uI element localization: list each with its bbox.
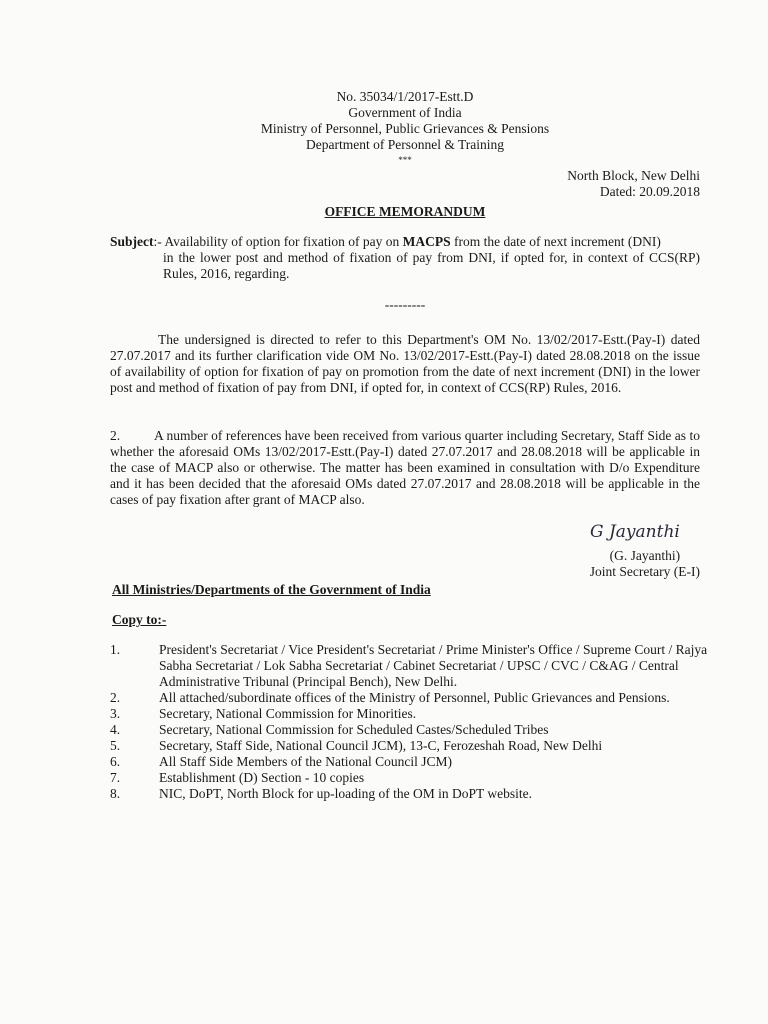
item-number: 4.: [110, 722, 121, 737]
paragraph-2-number: 2.: [110, 428, 121, 443]
item-number: 7.: [110, 770, 121, 785]
department-name: Department of Personnel & Training: [306, 137, 504, 152]
government-name: Government of India: [348, 105, 462, 120]
title-text: OFFICE MEMORANDUM: [324, 204, 486, 219]
paragraph-2: [110, 428, 700, 508]
ministry-name: Ministry of Personnel, Public Grievances & Pensions: [260, 121, 550, 136]
item-text: President's Secretariat / Vice President's Secretariat / Prime Minister's Office / Supreme Court / Rajya Sabha Secretariat / Lok Sabha Secretariat / Cabinet Secretariat / UPSC / CVC / C&AG / Central Administrative Tribunal (Principal Bench), New Delhi.: [159, 642, 708, 689]
list-item: [110, 642, 710, 690]
list-item: [110, 770, 710, 786]
document-title: [110, 204, 700, 220]
paragraph-1: The undersigned is directed to refer to this Department's OM No. 13/02/2017-Estt.(Pay-I) dated 27.07.2017 and its further clarification vide OM No. 13/02/2017-Estt.(Pay-I) dated 28.08.2018 on the issue of availability of option for fixation of pay on promotion from the date of next increment (DNI) in the lower post and method of fixation of pay from DNI, if opted for, in context of CCS(RP) Rules, 2016.: [110, 332, 700, 395]
item-text: All attached/subordinate offices of the Ministry of Personnel, Public Grievances and Pensions.: [159, 690, 670, 705]
list-item: [110, 706, 710, 722]
subject: [110, 234, 700, 282]
subject-continuation: in the lower post and method of fixation of pay from DNI, if opted for, in context of CCS(RP) Rules, 2016, regarding.: [163, 250, 700, 281]
paragraph-2-text: A number of references have been received from various quarter including Secretary, Staff Side as to whether the aforesaid OMs 13/02/2017-Estt.(Pay-I) dated 27.07.2017 and 28.08.2018 will be applicable in the case of MACP also or otherwise. The matter has been examined in consultation with D/o Expenditure and it has been decided that the aforesaid OMs dated 27.07.2017 and 28.08.2018 will be applicable in the cases of pay fixation after grant of MACP also.: [110, 428, 700, 507]
signatory: [590, 548, 700, 580]
subject-text: :- Availability of option for fixation of pay on: [153, 234, 403, 249]
item-number: 1.: [110, 642, 121, 657]
stars-divider: ***: [398, 155, 412, 165]
item-number: 3.: [110, 706, 121, 721]
subject-text-suffix: from the date of next increment (DNI): [450, 234, 661, 249]
addressee: [112, 582, 431, 598]
item-text: Establishment (D) Section - 10 copies: [159, 770, 365, 785]
letterhead: [110, 89, 700, 167]
separator: ---------: [384, 297, 426, 312]
item-number: 6.: [110, 754, 121, 769]
addressee-text: All Ministries/Departments of the Government of India: [112, 582, 431, 597]
signatory-designation: Joint Secretary (E-I): [589, 564, 700, 579]
list-item: [110, 738, 710, 754]
item-text: All Staff Side Members of the National Council JCM): [159, 754, 452, 769]
item-text: NIC, DoPT, North Block for up-loading of the OM in DoPT website.: [159, 786, 532, 801]
file-number: No. 35034/1/2017-Estt.D: [336, 89, 474, 104]
subject-bold: MACPS: [402, 234, 451, 249]
copy-to-text: Copy to:-: [112, 612, 167, 627]
list-item: [110, 786, 710, 802]
date: Dated: 20.09.2018: [599, 184, 700, 199]
item-text: Secretary, National Commission for Minorities.: [159, 706, 417, 721]
place-date: [567, 168, 700, 200]
subject-label: Subject: [110, 234, 154, 249]
item-text: Secretary, Staff Side, National Council JCM), 13-C, Ferozeshah Road, New Delhi: [159, 738, 603, 753]
copy-to-label: [112, 612, 166, 628]
place: North Block, New Delhi: [567, 168, 700, 183]
signatory-name: (G. Jayanthi): [609, 548, 681, 563]
list-item: [110, 754, 710, 770]
copy-to-list: [110, 642, 710, 802]
signature: G Jayanthi: [590, 522, 680, 542]
item-number: 2.: [110, 690, 121, 705]
list-item: [110, 722, 710, 738]
item-number: 8.: [110, 786, 121, 801]
item-text: Secretary, National Commission for Scheduled Castes/Scheduled Tribes: [159, 722, 549, 737]
list-item: [110, 690, 710, 706]
item-number: 5.: [110, 738, 121, 753]
